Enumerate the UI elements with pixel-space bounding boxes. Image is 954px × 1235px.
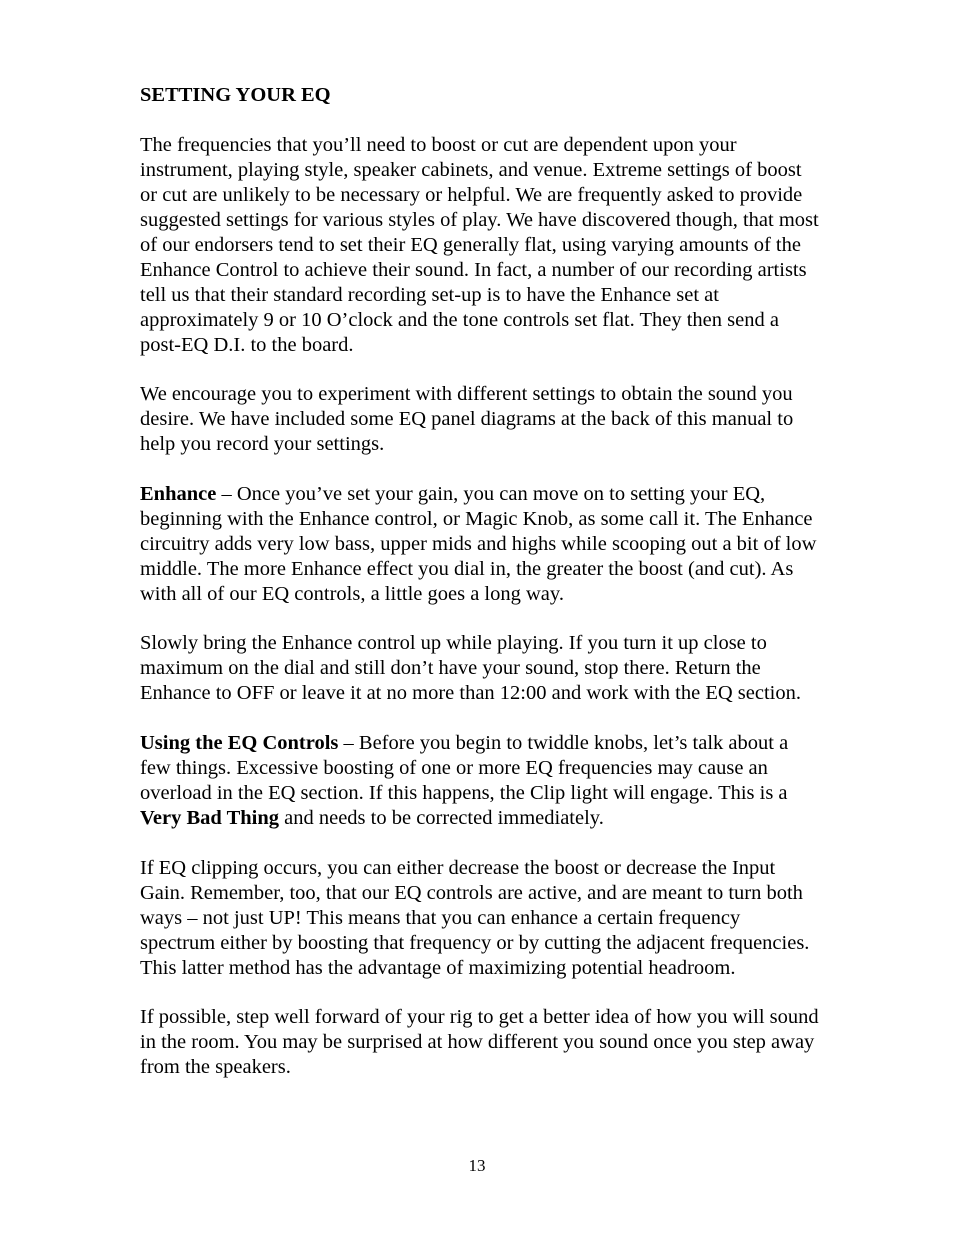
section-heading: SETTING YOUR EQ bbox=[140, 84, 331, 106]
paragraph-eq-clipping: If EQ clipping occurs, you can either decrease the boost or decrease the Input Gain. Remember, too, that our EQ controls are active, and are meant to turn both ways – not just UP! This means that you can enhance a certain frequency spectrum either by boosting that frequency or by cutting the adjacent frequencies. This latter method has the advantage of maximizing potential headroom. bbox=[140, 856, 810, 979]
paragraph-experiment: We encourage you to experiment with different settings to obtain the sound you desire. We have included some EQ panel diagrams at the back of this manual to help you record your settings. bbox=[140, 383, 794, 456]
paragraph-spacer bbox=[140, 981, 820, 1006]
paragraph-spacer bbox=[140, 358, 820, 383]
paragraph-enhance bbox=[140, 482, 820, 607]
term-using-eq-controls: Using the EQ Controls bbox=[140, 731, 339, 754]
paragraph-spacer bbox=[140, 607, 820, 632]
enhance-description: – Once you’ve set your gain, you can move on to setting your EQ, beginning with the Enhance control, or Magic Knob, as some call it. The Enhance circuitry adds very low bass, upper mids and highs while scooping out a bit of low middle. The more Enhance effect you dial in, the greater the boost (and cut). As with all of our EQ controls, a little goes a long way. bbox=[140, 482, 817, 605]
paragraph-spacer bbox=[140, 706, 820, 731]
eq-controls-description-a: – Before you begin to twiddle knobs, let’s talk about a few things. Excessive boosting of one or more EQ frequencies may cause an overload in the EQ section. If this happens, the Clip light will engage. This is a bbox=[140, 731, 789, 804]
paragraph-enhance-usage: Slowly bring the Enhance control up while playing. If you turn it up close to maximum on the dial and still don’t have your sound, stop there. Return the Enhance to OFF or leave it at no more than 12:00 and work with the EQ section. bbox=[140, 632, 801, 705]
paragraph-intro: The frequencies that you’ll need to boost or cut are dependent upon your instrument, playing style, speaker cabinets, and venue. Extreme settings of boost or cut are unlikely to be necessary or helpful. We are frequently asked to provide suggested settings for various styles of play. We have discovered though, that most of our endorsers tend to set their EQ generally flat, using varying amounts of the Enhance Control to achieve their sound. In fact, a number of our recording artists tell us that their standard recording set-up is to have the Enhance set at approximately 9 or 10 O’clock and the tone controls set flat. They then send a post-EQ D.I. to the board. bbox=[140, 133, 819, 356]
page-number: 13 bbox=[468, 1156, 486, 1175]
page-content bbox=[140, 83, 820, 1080]
paragraph-spacer bbox=[140, 457, 820, 482]
paragraph-spacer bbox=[140, 108, 820, 133]
term-enhance: Enhance bbox=[140, 482, 217, 505]
eq-controls-description-b: and needs to be corrected immediately. bbox=[279, 806, 604, 829]
paragraph-spacer bbox=[140, 831, 820, 856]
paragraph-room-sound: If possible, step well forward of your rig to get a better idea of how you will sound in the room. You may be surprised at how different you sound once you step away from the speakers. bbox=[140, 1006, 819, 1079]
emphasis-very-bad-thing: Very Bad Thing bbox=[140, 806, 279, 829]
paragraph-eq-controls bbox=[140, 731, 820, 831]
